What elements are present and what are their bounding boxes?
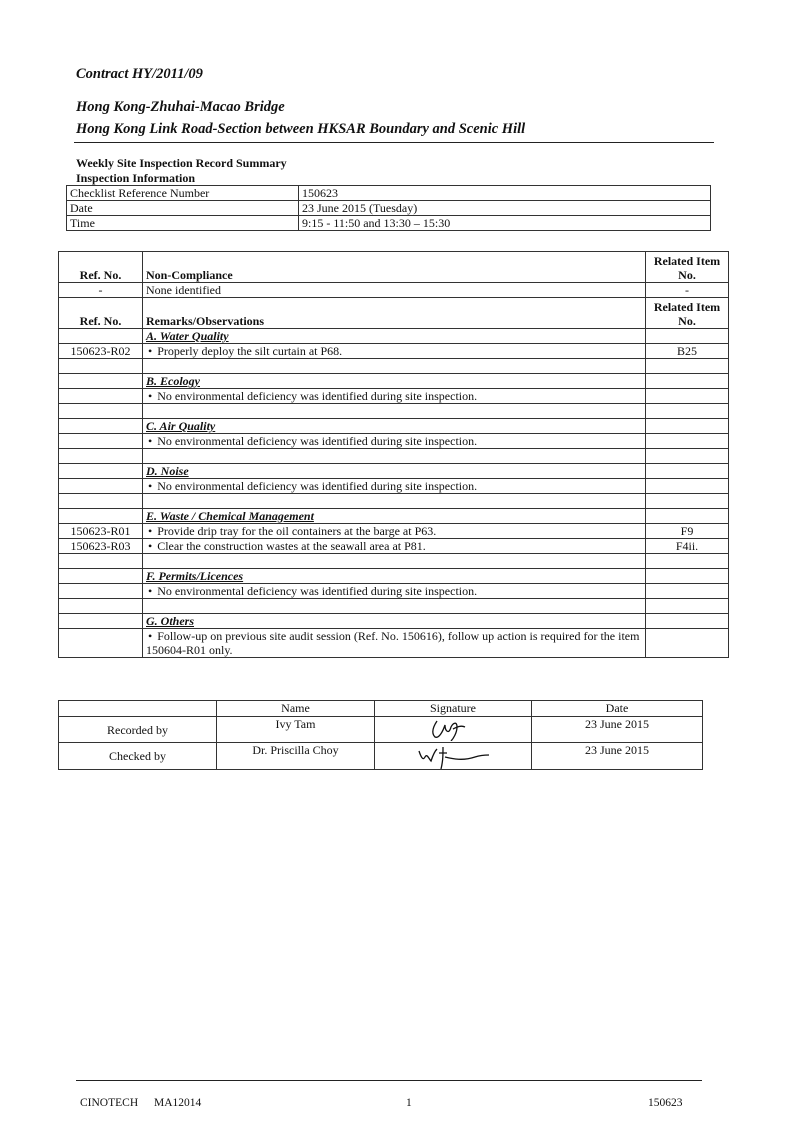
table-row bbox=[67, 201, 711, 216]
related-item-cell: - bbox=[646, 283, 729, 298]
blank-cell bbox=[646, 599, 729, 614]
spacer-row bbox=[59, 449, 729, 464]
blank-cell bbox=[59, 359, 143, 374]
spacer-row bbox=[59, 599, 729, 614]
footer-code: MA12014 bbox=[154, 1097, 202, 1109]
col-ref-header: Ref. No. bbox=[59, 298, 143, 329]
blank-cell bbox=[59, 494, 143, 509]
signature-cell bbox=[375, 743, 532, 770]
col-related-item-header: Related Item No. bbox=[646, 298, 729, 329]
spacer-row bbox=[59, 554, 729, 569]
role-cell: Checked by bbox=[59, 743, 217, 770]
blank-cell bbox=[143, 449, 646, 464]
col-noncompliance-header: Non-Compliance bbox=[143, 252, 646, 283]
section-title-cell bbox=[143, 464, 646, 479]
related-item-cell bbox=[646, 629, 729, 658]
ref-cell bbox=[59, 569, 143, 584]
table-header-row bbox=[59, 701, 703, 717]
section-row bbox=[59, 569, 729, 584]
blank-cell bbox=[646, 449, 729, 464]
section-title-cell bbox=[143, 419, 646, 434]
spacer-row bbox=[59, 404, 729, 419]
remark-text: • Follow-up on previous site audit session (Ref. No. 150616), follow up action is required for the item 150604-R01 only. bbox=[146, 629, 639, 657]
ref-cell: 150623-R01 bbox=[59, 524, 143, 539]
table-row bbox=[59, 524, 729, 539]
col-signature-header: Signature bbox=[375, 701, 532, 717]
section-title: G. Others bbox=[146, 614, 195, 628]
section-title: D. Noise bbox=[146, 464, 189, 478]
info-value: 150623 bbox=[299, 186, 711, 201]
remark-cell bbox=[143, 629, 646, 658]
table-row bbox=[59, 743, 703, 770]
table-row bbox=[59, 629, 729, 658]
ref-cell: 150623-R03 bbox=[59, 539, 143, 554]
ref-cell bbox=[59, 584, 143, 599]
page-number: 1 bbox=[406, 1097, 412, 1109]
related-item-cell: F4ii. bbox=[646, 539, 729, 554]
section-title-cell bbox=[143, 509, 646, 524]
related-item-cell: B25 bbox=[646, 344, 729, 359]
ref-cell: 150623-R02 bbox=[59, 344, 143, 359]
remark-cell bbox=[143, 479, 646, 494]
inspection-info-table bbox=[66, 185, 711, 231]
role-cell: Recorded by bbox=[59, 717, 217, 743]
findings-table bbox=[58, 251, 729, 658]
ref-cell bbox=[59, 434, 143, 449]
related-item-cell bbox=[646, 569, 729, 584]
date-cell: 23 June 2015 bbox=[532, 717, 703, 743]
header-divider bbox=[74, 142, 714, 143]
col-date-header: Date bbox=[532, 701, 703, 717]
name-cell: Dr. Priscilla Choy bbox=[217, 743, 375, 770]
signature-mark bbox=[413, 743, 493, 769]
ref-cell bbox=[59, 509, 143, 524]
blank-cell bbox=[143, 554, 646, 569]
table-row bbox=[59, 283, 729, 298]
section-title-cell bbox=[143, 374, 646, 389]
remark-text: • Properly deploy the silt curtain at P68. bbox=[146, 344, 342, 358]
related-item-cell bbox=[646, 374, 729, 389]
ref-cell bbox=[59, 374, 143, 389]
related-item-cell bbox=[646, 479, 729, 494]
footer-company: CINOTECH bbox=[80, 1097, 139, 1109]
remark-cell bbox=[143, 434, 646, 449]
related-item-cell bbox=[646, 434, 729, 449]
section-title: B. Ecology bbox=[146, 374, 200, 388]
table-row bbox=[59, 344, 729, 359]
remark-text: • No environmental deficiency was identified during site inspection. bbox=[146, 389, 477, 403]
section-title-cell bbox=[143, 329, 646, 344]
name-cell: Ivy Tam bbox=[217, 717, 375, 743]
remark-text: • Clear the construction wastes at the seawall area at P81. bbox=[146, 539, 426, 553]
date-cell: 23 June 2015 bbox=[532, 743, 703, 770]
ref-cell bbox=[59, 479, 143, 494]
section-title: C. Air Quality bbox=[146, 419, 216, 433]
remark-cell bbox=[143, 344, 646, 359]
blank-cell bbox=[59, 701, 217, 717]
table-row bbox=[67, 216, 711, 231]
summary-title: Weekly Site Inspection Record Summary bbox=[76, 156, 287, 170]
ref-cell bbox=[59, 629, 143, 658]
section-title: F. Permits/Licences bbox=[146, 569, 244, 583]
section-title: Hong Kong Link Road-Section between HKSAR Boundary and Scenic Hill bbox=[76, 121, 526, 137]
related-item-cell: F9 bbox=[646, 524, 729, 539]
signature-mark bbox=[423, 717, 483, 741]
section-title: A. Water Quality bbox=[146, 329, 229, 343]
related-item-cell bbox=[646, 329, 729, 344]
section-row bbox=[59, 509, 729, 524]
section-row bbox=[59, 419, 729, 434]
table-header-row bbox=[59, 298, 729, 329]
blank-cell bbox=[143, 494, 646, 509]
section-row bbox=[59, 464, 729, 479]
remark-cell bbox=[143, 539, 646, 554]
ref-cell bbox=[59, 329, 143, 344]
remark-cell bbox=[143, 524, 646, 539]
blank-cell bbox=[59, 599, 143, 614]
section-title: E. Waste / Chemical Management bbox=[146, 509, 314, 523]
blank-cell bbox=[143, 404, 646, 419]
table-row bbox=[59, 717, 703, 743]
section-title-cell bbox=[143, 614, 646, 629]
spacer-row bbox=[59, 359, 729, 374]
related-item-cell bbox=[646, 614, 729, 629]
info-value: 9:15 - 11:50 and 13:30 – 15:30 bbox=[299, 216, 711, 231]
table-header-row bbox=[59, 252, 729, 283]
signature-cell bbox=[375, 717, 532, 743]
contract-number: Contract HY/2011/09 bbox=[76, 66, 203, 82]
ref-cell bbox=[59, 389, 143, 404]
remark-text: • No environmental deficiency was identified during site inspection. bbox=[146, 434, 477, 448]
info-label: Time bbox=[67, 216, 299, 231]
blank-cell bbox=[646, 554, 729, 569]
blank-cell bbox=[143, 599, 646, 614]
blank-cell bbox=[646, 404, 729, 419]
section-title-cell bbox=[143, 569, 646, 584]
blank-cell bbox=[646, 359, 729, 374]
signoff-table bbox=[58, 700, 703, 770]
col-name-header: Name bbox=[217, 701, 375, 717]
project-title: Hong Kong-Zhuhai-Macao Bridge bbox=[76, 99, 285, 115]
table-row bbox=[59, 584, 729, 599]
blank-cell bbox=[59, 449, 143, 464]
remark-cell bbox=[143, 584, 646, 599]
blank-cell bbox=[143, 359, 646, 374]
info-title: Inspection Information bbox=[76, 171, 196, 185]
table-row bbox=[59, 479, 729, 494]
section-row bbox=[59, 614, 729, 629]
blank-cell bbox=[59, 554, 143, 569]
info-value: 23 June 2015 (Tuesday) bbox=[299, 201, 711, 216]
col-ref-header: Ref. No. bbox=[59, 252, 143, 283]
section-row bbox=[59, 329, 729, 344]
remark-text: • Provide drip tray for the oil containers at the barge at P63. bbox=[146, 524, 436, 538]
related-item-cell bbox=[646, 509, 729, 524]
col-remarks-header: Remarks/Observations bbox=[143, 298, 646, 329]
blank-cell bbox=[59, 404, 143, 419]
footer-divider bbox=[76, 1080, 702, 1081]
table-row bbox=[59, 434, 729, 449]
table-row bbox=[67, 186, 711, 201]
info-label: Checklist Reference Number bbox=[67, 186, 299, 201]
spacer-row bbox=[59, 494, 729, 509]
related-item-cell bbox=[646, 464, 729, 479]
related-item-cell bbox=[646, 419, 729, 434]
related-item-cell bbox=[646, 584, 729, 599]
related-item-cell bbox=[646, 389, 729, 404]
blank-cell bbox=[646, 494, 729, 509]
remark-text: • No environmental deficiency was identified during site inspection. bbox=[146, 479, 477, 493]
table-row bbox=[59, 389, 729, 404]
ref-cell: - bbox=[59, 283, 143, 298]
col-related-item-header: Related Item No. bbox=[646, 252, 729, 283]
ref-cell bbox=[59, 419, 143, 434]
remark-text: • No environmental deficiency was identified during site inspection. bbox=[146, 584, 477, 598]
ref-cell bbox=[59, 464, 143, 479]
finding-cell: None identified bbox=[143, 283, 646, 298]
table-row bbox=[59, 539, 729, 554]
info-label: Date bbox=[67, 201, 299, 216]
ref-cell bbox=[59, 614, 143, 629]
remark-cell bbox=[143, 389, 646, 404]
section-row bbox=[59, 374, 729, 389]
footer-ref: 150623 bbox=[648, 1097, 683, 1109]
